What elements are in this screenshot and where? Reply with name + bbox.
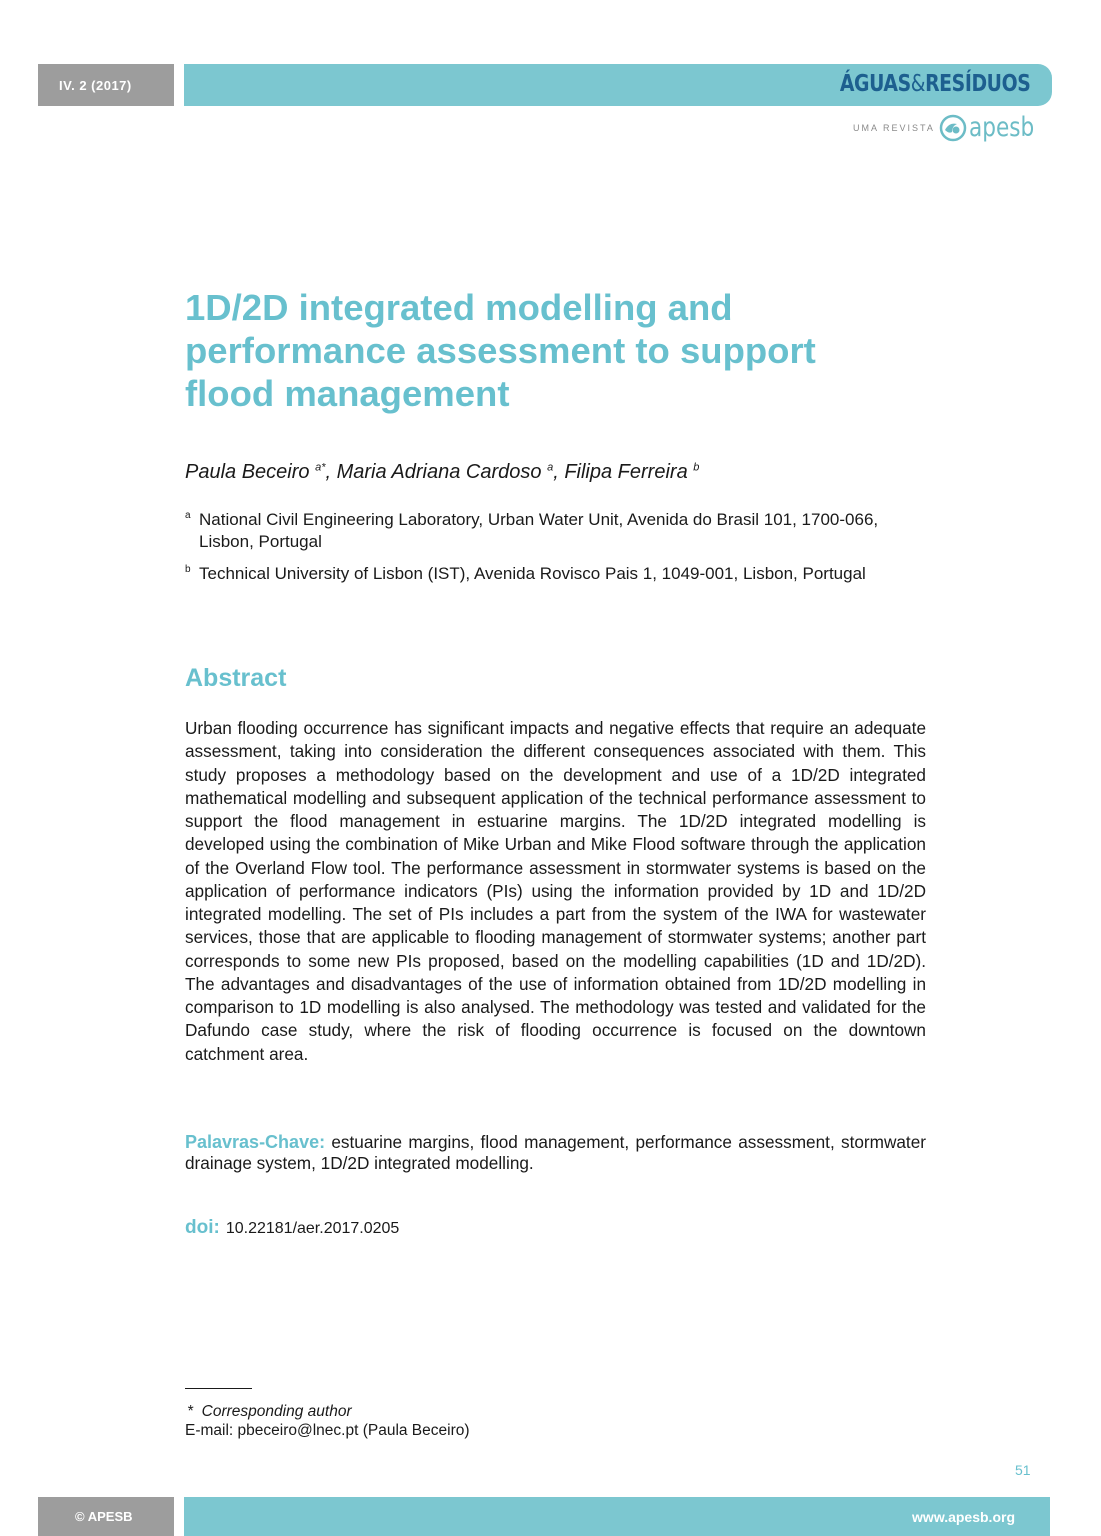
keywords-text: estuarine margins, flood management, performance assessment, stormwater drainage system, 1D/2D integrated modelling. [185,1132,926,1173]
author-affiliation-mark: a [547,461,554,474]
footnote-corresponding-text: Corresponding author [201,1403,352,1420]
footer-copyright: © APESB [38,1497,174,1536]
footer-band [184,1497,1050,1536]
keywords-label: Palavras-Chave: [185,1132,326,1152]
revista-label: UMA REVISTA [853,122,935,133]
affiliation-text: Technical University of Lisbon (IST), Avenida Rovisco Pais 1, 1049-001, Lisbon, Portugal [199,564,866,583]
header-band [184,64,1052,106]
doi-label: doi: [185,1217,220,1238]
journal-title-part2: RESÍDUOS [924,71,1030,97]
abstract-heading: Abstract [185,664,287,692]
issue-label: IV. 2 (2017) [38,64,174,106]
footnote-divider [185,1388,252,1389]
affiliation-a [185,509,920,553]
author-name: Paula Beceiro [185,461,316,483]
affiliation-text: National Civil Engineering Laboratory, Urban Water Unit, Avenida do Brasil 101, 1700-066, Lisbon, Portugal [199,510,879,551]
page-number: 51 [1015,1462,1031,1478]
keywords [185,1132,926,1174]
author-list: Paula Beceiro $^{a*}$, Maria Adriana Cardoso $^a$, Filipa Ferreira $^b$ [185,461,700,483]
author-affiliation-mark: a* [315,461,326,474]
doi-link[interactable]: 10.22181/aer.2017.0205 [225,1220,400,1237]
footnote-star: * [187,1403,194,1420]
journal-title-amp: & [910,71,925,97]
affiliation-mark: a [185,510,191,521]
affiliation-mark: b [185,564,191,575]
apesb-logo-icon [939,114,967,142]
author-affiliation-mark: b [693,461,700,474]
abstract-text: Urban flooding occurrence has significant impacts and negative effects that require an adequate assessment, taking into consideration the different consequences associated with them. This study proposes a methodology based on the development and use of a 1D/2D integrated mathematical modelling and subsequent application of the technical performance assessment to support the flood management in estuarine margins. The 1D/2D integrated modelling is developed using the combination of Mike Urban and Mike Flood software through the application of the Overland Flow tool. The performance assessment in stormwater systems is based on the application of performance indicators (PIs) using the information provided by 1D and 1D/2D integrated modelling. The set of PIs includes a part from the system of the IWA for wastewater services, those that are applicable to flooding management of stormwater systems; another part corresponds to some new PIs proposed, based on the modelling capabilities (1D and 1D/2D). The advantages and disadvantages of the use of information obtained from 1D/2D modelling in comparison to 1D modelling is also analysed. The methodology was tested and validated for the Dafundo case study, where the risk of flooding occurrence is focused on the downtown catchment area. [185,718,926,1064]
footnote-corresponding [187,1403,352,1421]
publisher-name: apesb [968,112,1035,143]
journal-title [839,71,1030,97]
author-name: Filipa Ferreira [564,461,694,483]
article-title: 1D/2D integrated modelling and performance assessment to support flood management [185,287,816,414]
journal-title-part1: ÁGUAS [839,71,911,97]
author-name: Maria Adriana Cardoso [336,461,548,483]
footer-url-link[interactable]: www.apesb.org [912,1509,1015,1525]
footnote-email: E-mail: pbeceiro@lnec.pt (Paula Beceiro) [185,1422,470,1439]
publisher-logo [853,112,1050,143]
affiliation-b [185,563,920,585]
doi [185,1217,399,1239]
